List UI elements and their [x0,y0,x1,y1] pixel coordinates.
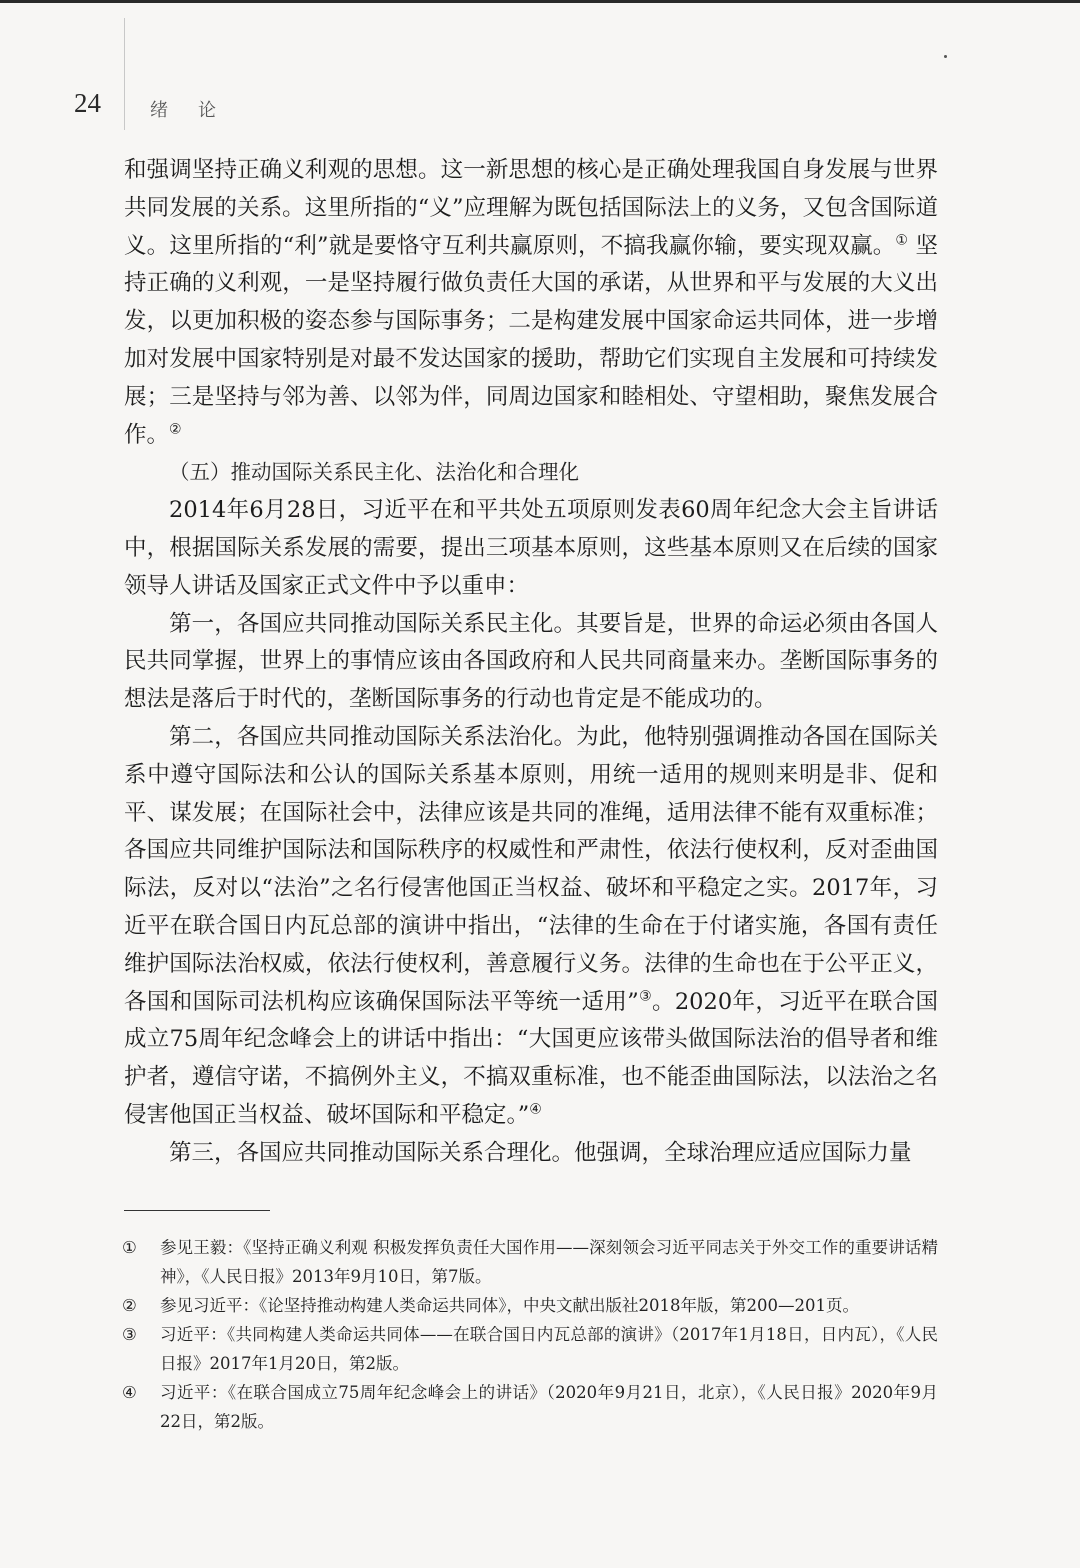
paragraph: 第三，各国应共同推动国际关系合理化。他强调，全球治理应适应国际力量 [169,1139,912,1166]
paragraph-text: 第二，各国应共同推动国际关系法治化。为此，他特别强调推动各国在国际关系中遵守国际法和公认的国际关系基本原则，用统一适用的规则来明是非、促和平、谋发展；在国际社会中，法律应该是共同的准绳，适用法律不能有双重标准；各国应共同维护国际法和国际秩序的权威性和严肃性，依法行使权利，反对歪曲国际法，反对以“法治”之名行侵害他国正当权益、破坏和平稳定之实。2017年，习近平在联合国日内瓦总部的演讲中指出，“法律的生命在于付诸实施，各国有责任维护国际法治权威，依法行使权利，善意履行义务。法律的生命也在于公平正义，各国和国际司法机构应该确保国际法平等统一适用” [124,723,938,1015]
running-head: 绪论 [150,100,246,121]
footnote-item [122,1378,938,1436]
paragraph: 2014年6月28日，习近平在和平共处五项原则发表60周年纪念大会主旨讲话中，根据国际关系发展的需要，提出三项基本原则，这些基本原则又在后续的国家领导人讲话及国家正式文件中予以重申： [124,497,938,599]
footnote-text: 习近平：《在联合国成立75周年纪念峰会上的讲话》（2020年9月21日，北京），《人民日报》2020年9月22日，第2版。 [160,1383,938,1431]
footnote-ref-1[interactable]: ① [895,232,909,249]
footnote-number: ③ [122,1325,137,1344]
footnote-ref-4[interactable]: ④ [529,1101,542,1118]
footnote-ref-3[interactable]: ③ [638,988,652,1005]
section-heading: （五）推动国际关系民主化、法治化和合理化 [169,460,579,485]
paragraph [124,719,938,1135]
footnote-text: 习近平：《共同构建人类命运共同体——在联合国日内瓦总部的演讲》（2017年1月18日，日内瓦），《人民日报》2017年1月20日，第2版。 [160,1325,938,1373]
page-number: 24 [74,88,101,118]
footnote-item [122,1233,938,1291]
footnote-number: ① [122,1238,137,1257]
footnote-text: 参见习近平：《论坚持推动构建人类命运共同体》，中央文献出版社2018年版，第200—201页。 [160,1296,859,1315]
footnote-separator [124,1210,270,1211]
paragraph: 第一，各国应共同推动国际关系民主化。其要旨是，世界的命运必须由各国人民共同掌握，世界上的事情应该由各国政府和人民共同商量来办。垄断国际事务的想法是落后于时代的，垄断国际事务的行动也肯定是不能成功的。 [124,610,938,713]
paragraph-text: 和强调坚持正确义利观的思想。这一新思想的核心是正确处理我国自身发展与世界共同发展的关系。这里所指的“义”应理解为既包括国际法上的义务，又包含国际道义。这里所指的“利”就是要恪守互利共赢原则，不搞我赢你输，要实现双赢。 [124,157,938,259]
top-border-rule [0,0,1080,3]
paragraph-text: 坚持正确的义利观，一是坚持履行做负责任大国的承诺，从世界和平与发展的大义出发，以更加积极的姿态参与国际事务；二是构建发展中国家命运共同体，进一步增加对发展中国家特别是对最不发达国家的援助，帮助它们实现自主发展和可持续发展；三是坚持与邻为善、以邻为伴，同周边国家和睦相处、守望相助，聚焦发展合作。 [124,232,938,448]
scan-speck [944,55,947,58]
footnote-text: 参见王毅：《坚持正确义利观 积极发挥负责任大国作用——深刻领会习近平同志关于外交工作的重要讲话精神》，《人民日报》2013年9月10日，第7版。 [160,1238,938,1286]
footnote-item [122,1320,938,1378]
footnote-ref-2[interactable]: ② [169,421,182,438]
footnote-item [122,1291,938,1320]
paragraph-text: 。2020年，习近平在联合国成立75周年纪念峰会上的讲话中指出：“大国更应该带头做国际法治的倡导者和维护者，遵信守诺，不搞例外主义，不搞双重标准，也不能歪曲国际法，以法治之名侵害他国正当权益、破坏国际和平稳定。” [124,988,938,1128]
footnote-number: ④ [122,1383,137,1402]
header-divider [124,18,125,130]
body-text [124,152,938,1173]
footnotes [122,1233,938,1436]
footnote-number: ② [122,1296,137,1315]
paragraph-continuation [124,152,938,454]
